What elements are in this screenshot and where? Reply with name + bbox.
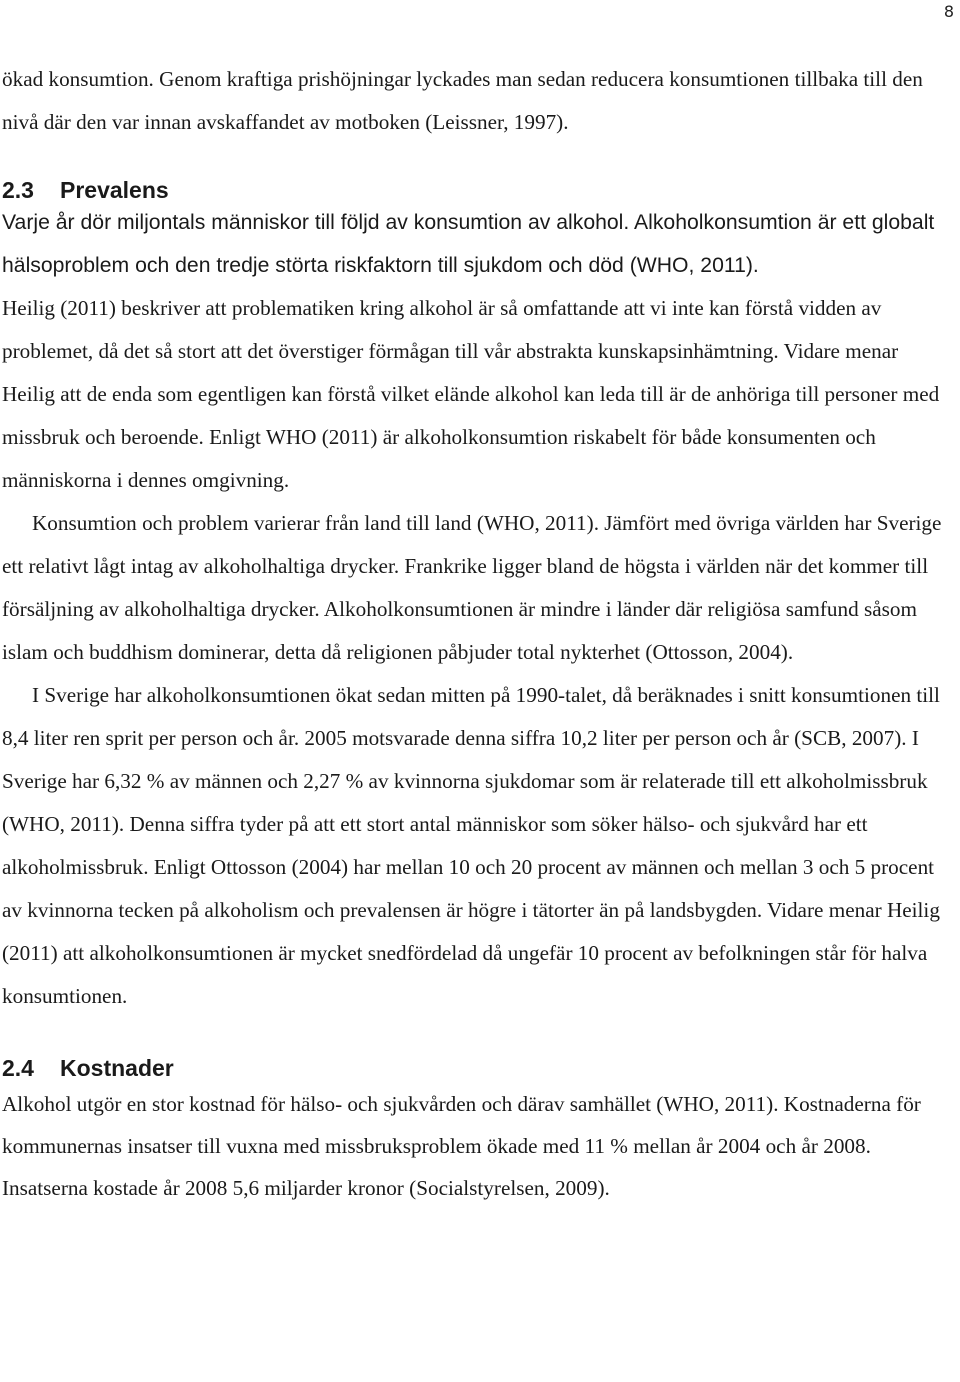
prevalens-paragraph-2: Konsumtion och problem varierar från land till land (WHO, 2011). Jämfört med övriga världen har Sverige ett relativt lågt intag av alkoholhaltiga drycker. Frankrike ligger bland de högsta i världen när det kommer till försäljning av alkoholhaltiga drycker. Alkoholkonsumtionen är mindre i länder där religiösa samfund såsom islam och buddhism dominerar, detta då religionen påbjuder total nykterhet (Ottosson, 2004). bbox=[2, 511, 942, 664]
section-title: Kostnader bbox=[60, 1055, 174, 1081]
section-spacer bbox=[2, 144, 954, 175]
page-number: 8 bbox=[943, 2, 954, 21]
prevalens-paragraph-lead: Varje år dör miljontals människor till följd av konsumtion av alkohol. Alkoholkonsumtion är ett globalt hälsoproblem och den tredje störta riskfaktorn till sjukdom och död (WHO, 2011). bbox=[2, 211, 935, 277]
prevalens-paragraph-1: Heilig (2011) beskriver att problematiken kring alkohol är så omfattande att vi inte kan förstå vidden av problemet, då det så stort att det överstiger förmågan till vår abstrakta kunskapsinhämtning. Vidare menar Heilig att de enda som egentligen kan förstå vilket elände alkohol kan leda till är de anhöriga till personer med missbruk och beroende. Enligt WHO (2011) är alkoholkonsumtion riskabelt för både konsumenten och människorna i dennes omgivning. bbox=[2, 296, 940, 492]
section-spacer bbox=[2, 1018, 954, 1053]
section-heading-kostnader bbox=[2, 1053, 954, 1083]
section-title: Prevalens bbox=[60, 177, 169, 203]
section-number: 2.4 bbox=[2, 1055, 34, 1081]
document-body bbox=[2, 58, 954, 1209]
section-number: 2.3 bbox=[2, 177, 34, 203]
prevalens-paragraph-3: I Sverige har alkoholkonsumtionen ökat sedan mitten på 1990-talet, då beräknades i snitt konsumtionen till 8,4 liter ren sprit per person och år. 2005 motsvarade denna siffra 10,2 liter per person och år (SCB, 2007). I Sverige har 6,32 % av männen och 2,27 % av kvinnorna sjukdomar som är relaterade till ett alkoholmissbruk (WHO, 2011). Denna siffra tyder på att ett stort antal människor som söker hälso- och sjukvård har ett alkoholmissbruk. Enligt Ottosson (2004) har mellan 10 och 20 procent av männen och mellan 3 och 5 procent av kvinnorna tecken på alkoholism och prevalensen är högre i tätorter än på landsbygden. Vidare menar Heilig (2011) att alkoholkonsumtionen är mycket snedfördelad då ungefär 10 procent av befolkningen står för halva konsumtionen. bbox=[2, 683, 940, 1008]
intro-paragraph: ökad konsumtion. Genom kraftiga prishöjningar lyckades man sedan reducera konsumtionen tillbaka till den nivå där den var innan avskaffandet av motboken (Leissner, 1997). bbox=[2, 67, 923, 134]
kostnader-paragraph: Alkohol utgör en stor kostnad för hälso- och sjukvården och därav samhället (WHO, 2011). Kostnaderna för kommunernas insatser till vuxna med missbruksproblem ökade med 11 % mellan år 2004 och år 2008. Insatserna kostade år 2008 5,6 miljarder kronor (Socialstyrelsen, 2009). bbox=[2, 1092, 921, 1200]
